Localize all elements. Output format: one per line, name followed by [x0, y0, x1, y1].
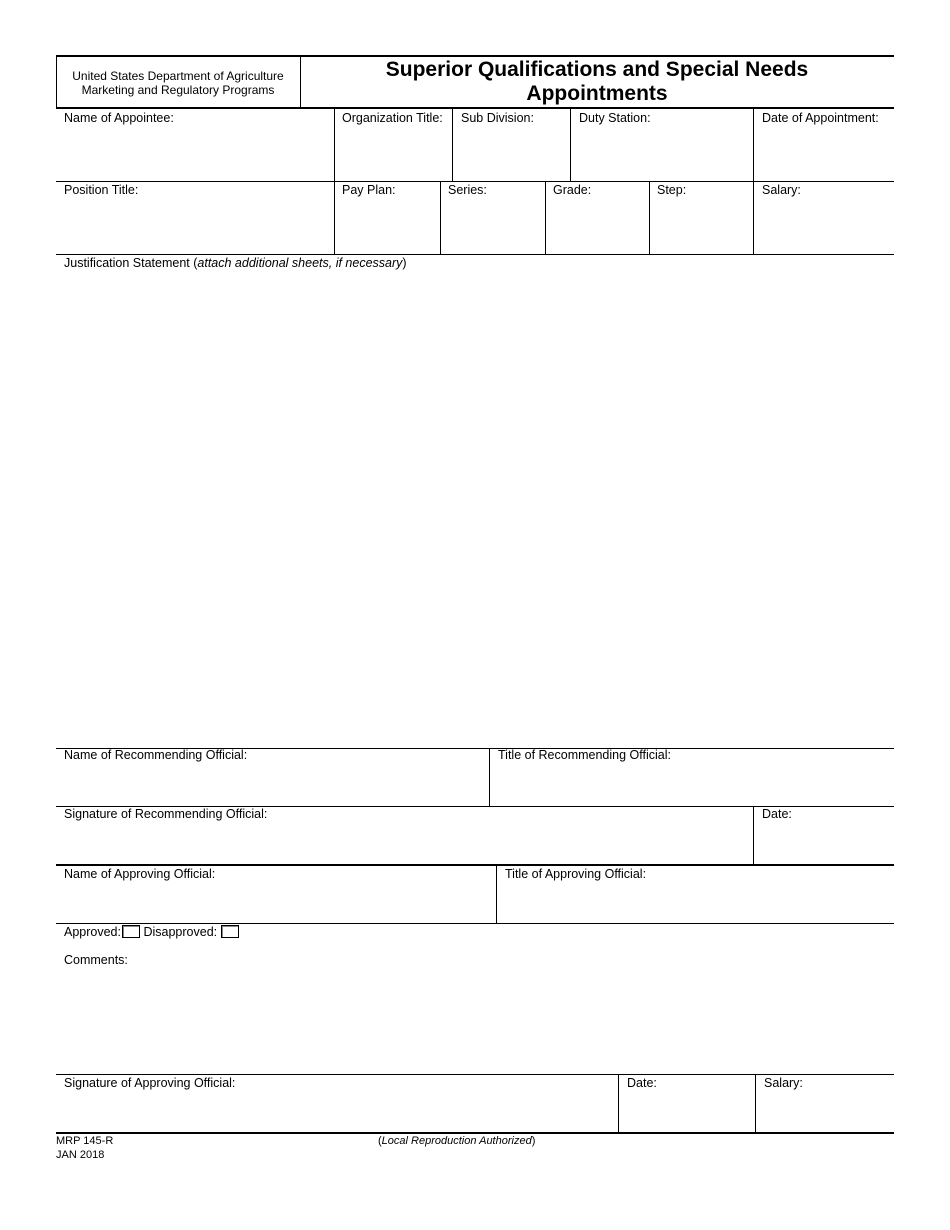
- reproduction-close: ): [531, 1135, 536, 1147]
- row-rule: [56, 181, 894, 182]
- form-date: JAN 2018: [56, 1149, 105, 1161]
- form-bottom-rule: [56, 1132, 894, 1134]
- row-rule: [56, 923, 894, 924]
- disapproved-label: Disapproved:: [143, 925, 218, 939]
- approved-checkbox[interactable]: [122, 925, 140, 938]
- organization-title-field[interactable]: [335, 126, 451, 180]
- row-rule: [56, 1074, 894, 1075]
- approving-title-field[interactable]: [497, 882, 893, 922]
- agency-program: Marketing and Regulatory Programs: [81, 82, 275, 97]
- approving-title-label: Title of Approving Official:: [505, 867, 647, 881]
- section-rule: [56, 864, 894, 866]
- sub-division-label: Sub Division:: [461, 111, 534, 125]
- recommending-signature-field[interactable]: [57, 823, 752, 863]
- recommending-name-field[interactable]: [57, 764, 488, 804]
- row-rule: [56, 254, 894, 255]
- approving-date-field[interactable]: [619, 1091, 754, 1131]
- date-of-appointment-field[interactable]: [754, 126, 893, 180]
- date-of-appointment-label: Date of Appointment:: [762, 111, 879, 125]
- reproduction-open: (: [378, 1135, 382, 1147]
- approving-salary-field[interactable]: [756, 1091, 893, 1131]
- approved-label: Approved:: [64, 925, 121, 939]
- approval-row: [64, 925, 239, 939]
- recommending-date-field[interactable]: [754, 823, 893, 863]
- justification-text: Justification Statement (: [64, 256, 198, 270]
- form-title-line2: Appointments: [526, 82, 668, 105]
- salary-label: Salary:: [762, 183, 801, 197]
- agency-block: [56, 57, 300, 108]
- justification-note: attach additional sheets, if necessary: [197, 256, 403, 270]
- salary-field[interactable]: [754, 198, 893, 252]
- form-number: MRP 145-R: [56, 1135, 114, 1147]
- grade-field[interactable]: [546, 198, 648, 252]
- approving-signature-field[interactable]: [57, 1091, 617, 1131]
- approving-signature-label: Signature of Approving Official:: [64, 1076, 236, 1090]
- position-title-field[interactable]: [57, 198, 333, 252]
- grade-label: Grade:: [553, 183, 592, 197]
- step-label: Step:: [657, 183, 687, 197]
- comments-label: Comments:: [64, 953, 128, 967]
- pay-plan-label: Pay Plan:: [342, 183, 396, 197]
- approving-name-label: Name of Approving Official:: [64, 867, 216, 881]
- recommending-name-label: Name of Recommending Official:: [64, 748, 248, 762]
- comments-field[interactable]: [57, 970, 893, 1072]
- form-title: [300, 58, 894, 108]
- recommending-date-label: Date:: [762, 807, 792, 821]
- reproduction-text: Local Reproduction Authorized: [381, 1135, 532, 1147]
- recommending-title-field[interactable]: [490, 764, 893, 804]
- name-of-appointee-label: Name of Appointee:: [64, 111, 174, 125]
- duty-station-label: Duty Station:: [579, 111, 651, 125]
- recommending-title-label: Title of Recommending Official:: [498, 748, 671, 762]
- form-title-line1: Superior Qualifications and Special Needs: [385, 58, 809, 81]
- approving-salary-label: Salary:: [764, 1076, 803, 1090]
- justification-field[interactable]: [57, 272, 893, 746]
- recommending-signature-label: Signature of Recommending Official:: [64, 807, 268, 821]
- approving-date-label: Date:: [627, 1076, 657, 1090]
- disapproved-checkbox[interactable]: [221, 925, 239, 938]
- series-field[interactable]: [441, 198, 544, 252]
- step-field[interactable]: [650, 198, 752, 252]
- name-of-appointee-field[interactable]: [57, 126, 333, 180]
- approving-name-field[interactable]: [57, 882, 495, 922]
- justification-close: ): [402, 256, 407, 270]
- justification-label: [64, 256, 407, 270]
- series-label: Series:: [448, 183, 487, 197]
- position-title-label: Position Title:: [64, 183, 139, 197]
- duty-station-field[interactable]: [571, 126, 752, 180]
- pay-plan-field[interactable]: [335, 198, 439, 252]
- agency-name: United States Department of Agriculture: [72, 68, 284, 83]
- reproduction-note: [378, 1135, 535, 1148]
- organization-title-label: Organization Title:: [342, 111, 443, 125]
- sub-division-field[interactable]: [453, 126, 569, 180]
